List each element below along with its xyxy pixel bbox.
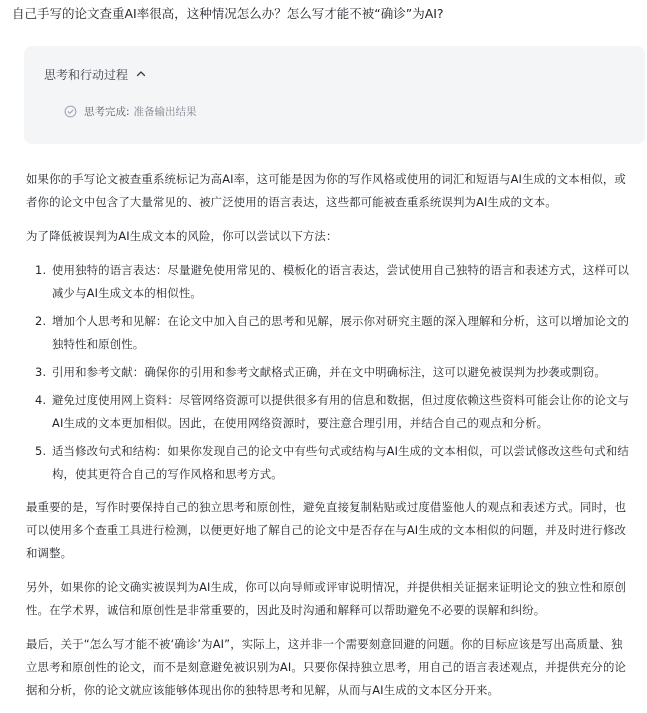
thinking-status	[64, 102, 633, 120]
chevron-up-icon	[135, 68, 147, 80]
answer-paragraph-last: 最后，关于“怎么写才能不被‘确诊’为AI”，实际上，这并非一个需要刻意回避的问题。你的目标应该是写出高质量、独立思考和原创性的论文，而不是刻意避免被识别为AI。只要你保持独立思考，用自己的语言表述观点，并提供充分的论据和分析，你的论文就应该能够体现出你的独特思考和见解，从而与AI生成的文本区分开来。	[26, 637, 627, 697]
list-item: 4. 避免过度使用网上资料：尽管网络资源可以提供很多有用的信息和数据，但过度依赖这些资料可能会让你的论文与AI生成的文本更加相似。因此，在使用网络资源时，要注意合理引用，并结合自己的观点和分析。	[50, 389, 632, 435]
answer-paragraph-finally: 最重要的是，写作时要保持自己的独立思考和原创性，避免直接复制粘贴或过度借鉴他人的观点和表述方式。同时，也可以使用多个查重工具进行检测，以便更好地了解自己的论文中是否存在与AI生成的文本相似的问题，并及时进行修改和调整。	[26, 500, 627, 560]
method-list	[26, 259, 632, 486]
answer-lead: 为了降低被误判为AI生成文本的风险，你可以尝试以下方法：	[26, 229, 338, 243]
answer-paragraph-also: 另外，如果你的论文确实被误判为AI生成，你可以向导师或评审说明情况，并提供相关证据来证明论文的独立性和原创性。在学术界，诚信和原创性是非常重要的，因此及时沟通和解释可以帮助避免不必要的误解和纠纷。	[26, 580, 627, 617]
answer-intro: 如果你的手写论文被查重系统标记为高AI率，这可能是因为你的写作风格或使用的词汇和短语与AI生成的文本相似，或者你的论文中包含了大量常见的、被广泛使用的语言表达，这些都可能被查重系统误判为AI生成的文本。	[26, 172, 626, 209]
list-item: 3. 引用和参考文献：确保你的引用和参考文献格式正确，并在文中明确标注，这可以避免被误判为抄袭或剽窃。	[50, 361, 632, 384]
list-item: 5. 适当修改句式和结构：如果你发现自己的论文中有些句式或结构与AI生成的文本相似，可以尝试修改这些句式和结构，使其更符合自己的写作风格和思考方式。	[50, 440, 632, 486]
thinking-toggle[interactable]	[44, 64, 633, 84]
thinking-status-detail: 准备输出结果	[133, 105, 197, 118]
list-item: 2. 增加个人思考和见解：在论文中加入自己的思考和见解，展示你对研究主题的深入理解和分析，这可以增加论文的独特性和原创性。	[50, 310, 632, 356]
list-item: 1. 使用独特的语言表达：尽量避免使用常见的、模板化的语言表达，尝试使用自己独特的语言和表述方式，这样可以减少与AI生成文本的相似性。	[50, 259, 632, 305]
check-circle-icon	[64, 105, 77, 118]
thinking-status-label: 思考完成:	[84, 105, 130, 118]
assistant-answer	[12, 46, 637, 713]
user-question: 自己手写的论文查重AI率很高，这种情况怎么办？怎么写才能不被“确诊”为AI?	[12, 6, 444, 21]
thinking-header-label: 思考和行动过程	[44, 67, 129, 82]
answer-body	[26, 168, 632, 702]
thinking-panel	[24, 46, 645, 144]
